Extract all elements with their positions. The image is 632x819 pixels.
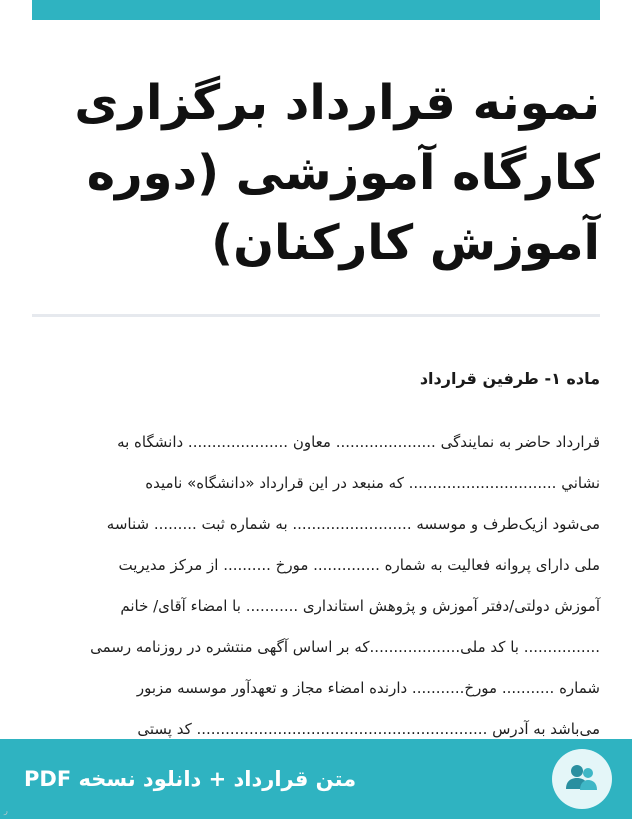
paragraph-line: می‌شود ازیک‌طرف و موسسه ......................... به شماره ثبت ......... شناسه [106,515,600,533]
download-cta-text[interactable]: متن قرارداد + دانلود نسخه PDF [24,767,357,791]
paragraph-line: نشاني ............................... که منبعد در این قرارداد «دانشگاه» نامیده [145,474,600,492]
title-line: آموزش کارکنان) [211,215,600,271]
title-divider [32,314,600,317]
paragraph-line: ملی دارای پروانه فعالیت به شماره .............. مورخ .......... از مرکز مدیریت [118,556,600,574]
title-line: نمونه قرارداد برگزاری [74,75,600,131]
paragraph-line: می‌باشد به آدرس ............................................................. کد پستی [137,720,600,738]
paragraph-line: آموزش دولتی/دفتر آموزش و پژوهش استانداری ........... با امضاء آقای/ خانم [120,597,600,615]
section-heading: ماده ۱- طرفین قرارداد [419,369,600,388]
article-body [32,364,600,750]
download-banner[interactable] [0,739,632,819]
people-icon [561,758,603,800]
paragraph-line: قرارداد حاضر به نمایندگی ..................... معاون ..................... دانشگاه به [117,433,600,451]
paragraph-line: ................ با کد ملی...................که بر اساس آگهی منتشره در روزنامه رسمی [90,638,600,656]
top-accent-bar [32,0,600,20]
title-line: کارگاه آموزشی (دوره [86,145,600,201]
site-logo [552,749,612,809]
corner-mark: ر [4,806,8,815]
paragraph-line: شماره ........... مورخ........... دارنده امضاء مجاز و تعهدآور موسسه مزبور [136,679,600,697]
page-title [32,68,600,278]
